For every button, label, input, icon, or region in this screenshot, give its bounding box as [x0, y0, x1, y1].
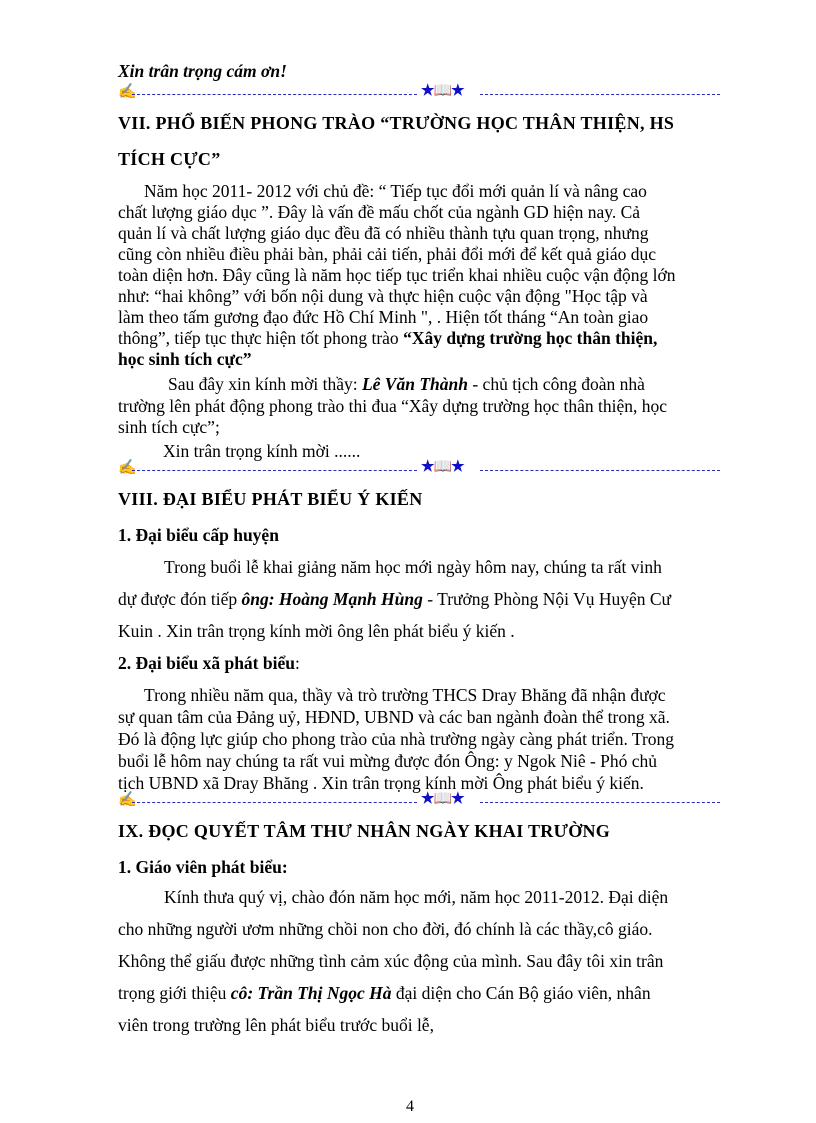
sec7-invite-line: sinh tích cực”;	[118, 417, 220, 437]
pen-icon: ✍	[118, 84, 137, 100]
thanks-line: Xin trân trọng cám ơn!	[118, 61, 287, 81]
dashed-line	[480, 84, 720, 95]
page-number: 4	[406, 1098, 414, 1115]
para-text: đại diện cho Cán Bộ giáo viên, nhân	[391, 983, 651, 1003]
sub-heading-bold: 2. Đại biểu xã phát biểu	[118, 653, 295, 673]
sec9-para-line: cho những người ươm những chồi non cho đời, đó chính là các thầy,cô giáo.	[118, 919, 653, 939]
sec8-para-line: Trong buổi lễ khai giảng năm học mới ngày hôm nay, chúng ta rất vinh	[164, 557, 662, 577]
section-9-sub-1: 1. Giáo viên phát biểu:	[118, 857, 288, 877]
invite-text: - chủ tịch công đoàn nhà	[467, 374, 645, 394]
sec8-para2-line: tịch UBND xã Dray Bhăng . Xin trân trọng kính mời Ông phát biểu ý kiến.	[118, 773, 644, 793]
sec9-para-line	[118, 982, 651, 1004]
sec9-para-line: Không thể giấu được những tình cảm xúc động của mình. Sau đây tôi xin trân	[118, 951, 664, 971]
dashed-line	[132, 792, 417, 803]
section-7-title-cont: TÍCH CỰC”	[118, 149, 221, 169]
section-7-title: VII. PHỔ BIẾN PHONG TRÀO “TRƯỜNG HỌC THÂN THIỆN, HS	[118, 113, 675, 133]
separator	[118, 460, 720, 476]
sec7-para-line: cũng còn nhiều điều phải bàn, phải cải tiến, phải đổi mới để kết quả giáo dục	[118, 244, 656, 264]
sec7-para-line: toàn diện hơn. Đây cũng là năm học tiếp tục triển khai nhiều cuộc vận động lớn	[118, 265, 676, 285]
book-star-ornament-icon: ★📖★	[421, 83, 464, 99]
sec7-para-line: như: “hai không” với bốn nội dung và thực hiện cuộc vận động "Học tập và	[118, 286, 648, 306]
pen-icon: ✍	[118, 460, 137, 476]
book-star-ornament-icon: ★📖★	[421, 791, 464, 807]
sec7-para-line	[118, 327, 657, 349]
invite-text: Sau đây xin kính mời thầy:	[168, 374, 362, 394]
sec7-para-line: Năm học 2011- 2012 với chủ đề: “ Tiếp tục đổi mới quản lí và nâng cao	[144, 181, 647, 201]
dashed-line	[480, 460, 720, 471]
pen-icon: ✍	[118, 792, 137, 808]
section-8-sub-2	[118, 652, 300, 674]
separator	[118, 792, 720, 808]
sec7-para-text: thông”, tiếp tục thực hiện tốt phong trào	[118, 328, 404, 348]
sec8-para2-line: sự quan tâm của Đảng uỷ, HĐND, UBND và các ban ngành đoàn thể trong xã.	[118, 707, 670, 727]
sub-heading-colon: :	[294, 653, 300, 673]
sec7-invite-line	[168, 373, 645, 395]
section-8-title: VIII. ĐẠI BIỂU PHÁT BIỂU Ý KIẾN	[118, 489, 423, 509]
section-9-title: IX. ĐỌC QUYẾT TÂM THƯ NHÂN NGÀY KHAI TRƯỜNG	[118, 821, 611, 841]
movement-name-bold-cont: học sinh tích cực”	[118, 349, 252, 369]
book-star-ornament-icon: ★📖★	[421, 459, 464, 475]
sec8-para2-line: buổi lễ hôm nay chúng ta rất vui mừng được đón Ông: y Ngok Niê - Phó chủ	[118, 751, 658, 771]
movement-name-bold: “Xây dựng trường học thân thiện,	[403, 328, 658, 348]
sec7-invite-line: trường lên phát động phong trào thi đua “Xây dựng trường học thân thiện, học	[118, 396, 668, 416]
para-text: dự được đón tiếp	[118, 589, 242, 609]
sec9-para-line: viên trong trường lên phát biểu trước buổi lễ,	[118, 1015, 434, 1035]
person-name: cô: Trần Thị Ngọc Hà	[230, 983, 392, 1003]
para-text: trọng giới thiệu	[118, 983, 231, 1003]
section-8-sub-1: 1. Đại biểu cấp huyện	[118, 525, 279, 545]
sec8-para2-line: Trong nhiều năm qua, thầy và trò trường THCS Dray Bhăng đã nhận được	[144, 685, 666, 705]
dashed-line	[480, 792, 720, 803]
separator	[118, 84, 720, 100]
dashed-line	[132, 84, 417, 95]
para-text: - Trưởng Phòng Nội Vụ Huyện Cư	[422, 589, 672, 609]
sec8-para2-line: Đó là động lực giúp cho phong trào của nhà trường ngày càng phát triển. Trong	[118, 729, 675, 749]
sec7-closing: Xin trân trọng kính mời ......	[163, 441, 361, 461]
dashed-line	[132, 460, 417, 471]
sec8-para-line: Kuin . Xin trân trọng kính mời ông lên phát biểu ý kiến .	[118, 621, 515, 641]
sec7-para-line: quản lí và chất lượng giáo dục đều đã có nhiều thành tựu quan trọng, nhưng	[118, 223, 649, 243]
person-name: Lê Văn Thành	[361, 374, 468, 394]
sec8-para-line	[118, 588, 671, 610]
person-name: ông: Hoàng Mạnh Hùng	[241, 589, 423, 609]
sec9-para-line: Kính thưa quý vị, chào đón năm học mới, năm học 2011-2012. Đại diện	[164, 887, 669, 907]
sec7-para-line: chất lượng giáo dục ”. Đây là vấn đề mấu chốt của ngành GD hiện nay. Cả	[118, 202, 641, 222]
sec7-para-line: làm theo tấm gương đạo đức Hồ Chí Minh ", . Hiện tốt tháng “An toàn giao	[118, 307, 649, 327]
